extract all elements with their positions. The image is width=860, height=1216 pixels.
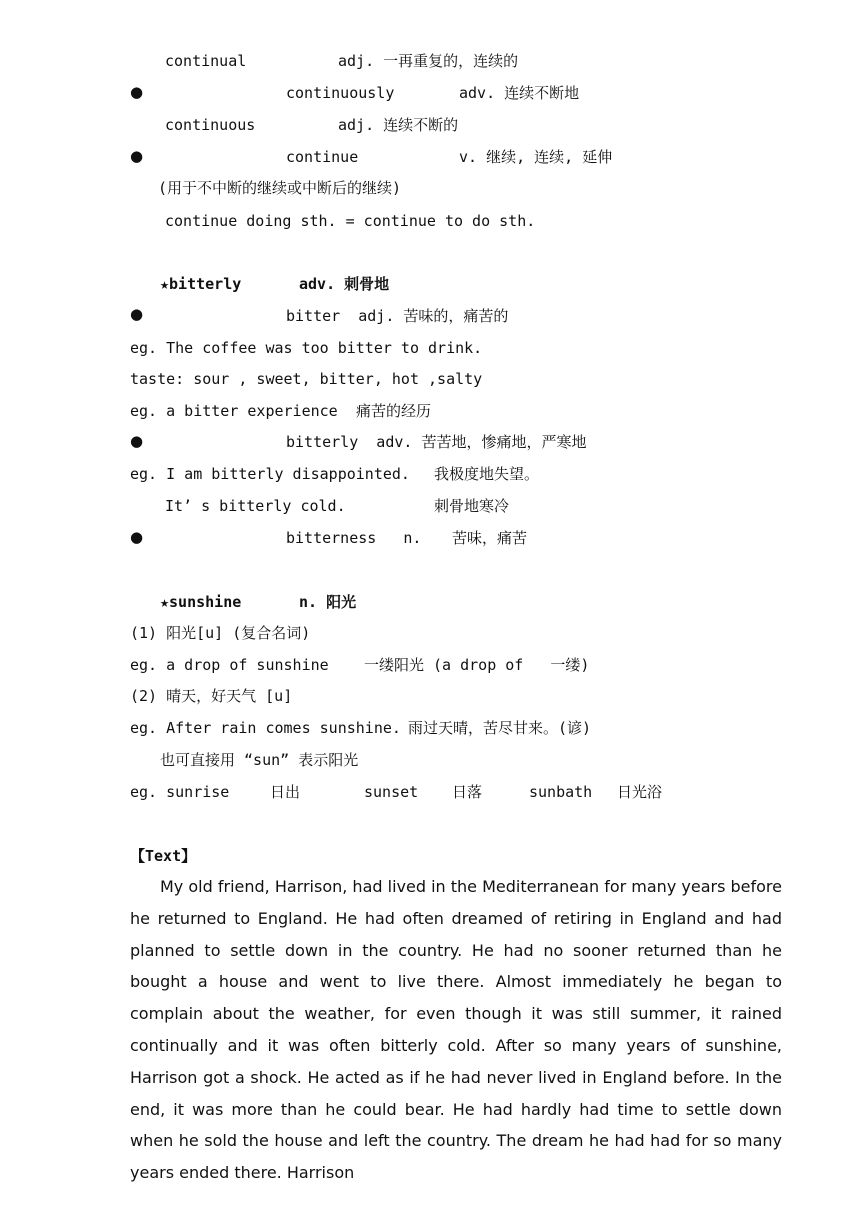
heading-bitterly: ★bitterly — [160, 275, 242, 293]
example-sunrise-cn: 日出 — [270, 783, 301, 801]
def-continuously: adv. 连续不断地 — [459, 84, 580, 102]
line-bitter: bitter adj. 苦味的，痛苦的 — [286, 307, 509, 325]
line-bitterness: bitterness n. — [286, 529, 422, 547]
line-bitterly: bitterly adv. 苦苦地，惨痛地，严寒地 — [286, 433, 587, 451]
note-sun: 也可直接用 “sun” 表示阳光 — [160, 751, 359, 769]
example-drop: eg. a drop of sunshine — [130, 656, 329, 674]
def-continual: adj. 一再重复的，连续的 — [338, 52, 519, 70]
example-cold-cn: 刺骨地寒冷 — [434, 497, 510, 515]
example-cold: It’ s bitterly cold. — [165, 497, 346, 515]
word-continue: continue — [286, 148, 359, 166]
word-continuous: continuous — [165, 116, 256, 134]
sense-2: (2) 晴天，好天气 [u] — [130, 687, 293, 705]
bullet-icon: ● — [130, 528, 144, 546]
heading-sunshine-def: n. 阳光 — [299, 593, 357, 611]
example-disappointed-cn: 我极度地失望。 — [434, 465, 540, 483]
example-disappointed: eg. I am bitterly disappointed. — [130, 465, 410, 483]
word-continual: continual — [165, 52, 247, 70]
bullet-icon: ● — [130, 432, 144, 450]
example-coffee: eg. The coffee was too bitter to drink. — [130, 339, 483, 357]
def-continuous: adj. 连续不断的 — [338, 116, 459, 134]
example-sunbath: sunbath — [529, 783, 593, 801]
line-bitterness-cn: 苦味，痛苦 — [452, 529, 528, 547]
example-sunset-cn: 日落 — [452, 783, 483, 801]
word-continuously: continuously — [286, 84, 395, 102]
usage-continue: continue doing sth. = continue to do sth. — [165, 212, 536, 230]
bullet-icon: ● — [130, 147, 144, 165]
sense-1: (1) 阳光[u] (复合名词) — [130, 624, 311, 642]
example-experience-cn: 痛苦的经历 — [356, 402, 432, 420]
bullet-icon: ● — [130, 83, 144, 101]
example-sunset: sunset — [364, 783, 419, 801]
text-paragraph: My old friend, Harrison, had lived in the Mediterranean for many years before he returned to England. He had often dreamed of retiring in England and had planned to settle down in the country. He had no sooner returned than he bought a house and went to live there. Almost immediately he began to complain about the weather, for even though it was still summer, it rained continually and it was often bitterly cold. After so many years of sunshine, Harrison got a shock. He acted as if he had never lived in England before. In the end, it was more than he could bear. He had hardly had time to settle down when he sold the house and left the country. The dream he had had for so many years ended there. Harrison — [130, 877, 782, 1183]
bullet-icon: ● — [130, 305, 144, 323]
example-rain: eg. After rain comes sunshine. — [130, 719, 401, 737]
line-taste: taste: sour , sweet, bitter, hot ,salty — [130, 370, 483, 388]
example-drop-cn: 一缕阳光 (a drop of 一缕) — [364, 656, 590, 674]
note-continue: (用于不中断的继续或中断后的继续) — [158, 179, 402, 197]
heading-bitterly-def: adv. 刺骨地 — [299, 275, 390, 293]
example-sunbath-cn: 日光浴 — [617, 783, 663, 801]
example-sunrise: eg. sunrise — [130, 783, 230, 801]
example-experience: eg. a bitter experience — [130, 402, 338, 420]
def-continue: v. 继续, 连续, 延伸 — [459, 148, 613, 166]
example-rain-cn: 雨过天晴，苦尽甘来。(谚) — [408, 719, 592, 737]
text-heading: 【Text】 — [130, 847, 197, 865]
heading-sunshine: ★sunshine — [160, 593, 242, 611]
